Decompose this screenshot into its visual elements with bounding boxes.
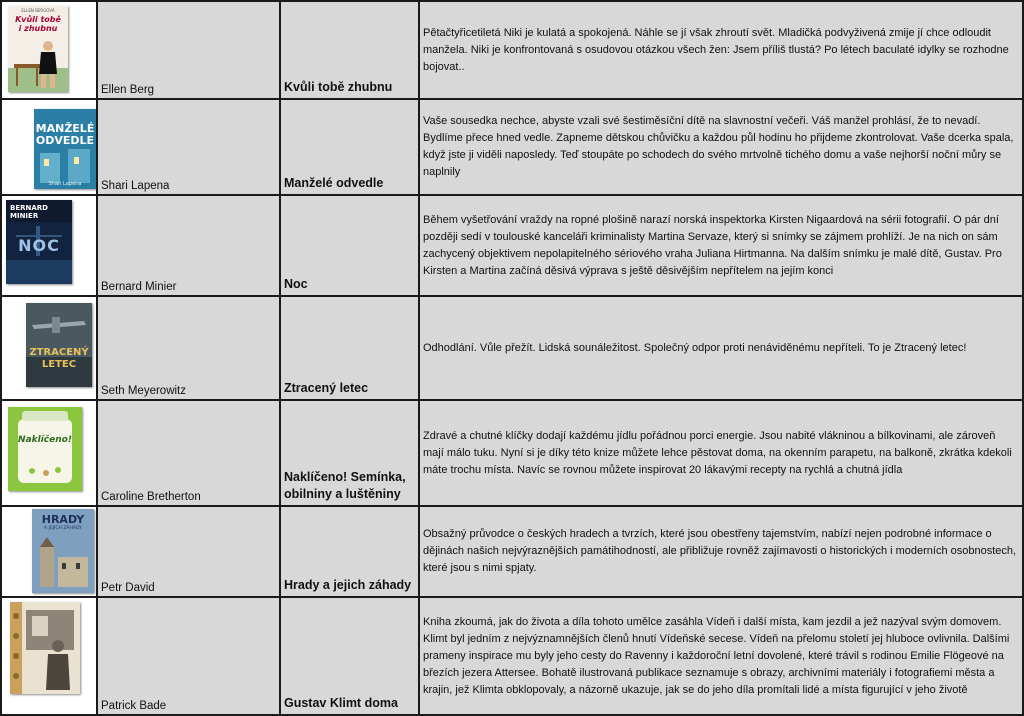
- book-title: Ztracený letec: [280, 296, 419, 400]
- book-description: Během vyšetřování vraždy na ropné plošině narazí norská inspektorka Kirsten Nigaardová na sérii fotografií. O pár dní později sedí v toulouské kanceláři kriminalisty Martina Servaze, který si snímky se zájmem prohlíží. Je na nich on sám zachycený objektivem nepolapitelného sériového vraha Juliana Hirtmanna. Na dalším snímku je malé dítě, Gustav. Pro Kirsten a Martina začíná děsivá výprava s ještě děsivějším nepřítelem na jejím konci: [419, 195, 1023, 296]
- book-title: Hrady a jejich záhady: [280, 506, 419, 597]
- table-row: [1, 506, 1023, 597]
- book-cover-cell: [1, 400, 97, 506]
- book-cover-cell: [1, 1, 97, 99]
- book-cover-image: [34, 109, 96, 189]
- book-description: Vaše sousedka nechce, abyste vzali své šestiměsíční dítě na slavnostní večeři. Váš manžel prohlásí, že to nevadí. Bydlíme přece hned vedle. Zapneme dětskou chůvičku a každou půl hodinu ho přijdeme zkontrolovat. Vaše dcerka spala, když jste ji viděli naposledy. Teď stoupáte po schodech do svého mrtvolně tichého domu a vaše nejhorší noční můry se naplnily: [419, 99, 1023, 195]
- cover-title-text: Naklíčeno!: [18, 435, 72, 445]
- book-author: Seth Meyerowitz: [97, 296, 280, 400]
- cover-title-text: Kvůli tobě i zhubnu: [15, 15, 61, 33]
- book-author: Bernard Minier: [97, 195, 280, 296]
- book-author: Petr David: [97, 506, 280, 597]
- cover-illustration: [10, 602, 80, 694]
- cover-illustration: [8, 34, 68, 92]
- book-description: Obsažný průvodce o českých hradech a tvrzích, které jsou obestřeny tajemstvím, nabízí nejen podrobné informace o dějinách našich nejvýraznějších památihodností, ale přibližuje rovněž zajímavosti o historických i moderních osobnostech, které jsou s nimi spjaty.: [419, 506, 1023, 597]
- cover-illustration: [26, 303, 92, 387]
- cover-title-text: HRADY: [41, 513, 85, 526]
- cover-illustration: [34, 109, 96, 189]
- table-row: [1, 1, 1023, 99]
- book-cover-image: [8, 407, 82, 491]
- book-description: Kniha zkoumá, jak do života a díla tohoto umělce zasáhla Vídeň i další místa, kam jezdil a jež nazýval svým domovem. Klimt byl jedním z nejvýznamnějších členů hnutí Vídeňské secese. Vídeň na přelomu století jej hluboce ovlivnila. Dalšími prameny inspirace mu byly jeho cesty do Ravenny i každoroční letní dovolené, které trávil s rodinou Emilie Flögeové na březích jezera Attersee. Bohatě ilustrovaná publikace seznamuje s obrazy, archivními materiály i fotografiemi města a krajin, jež Klimta obklopovaly, a názorně ukazuje, jak se do jeho díla promítali lidé a místa figurující v jeho životě: [419, 597, 1023, 715]
- book-description: Odhodlání. Vůle přežít. Lidská sounáležitost. Společný odpor proti nenáviděnému nepříteli. To je Ztracený letec!: [419, 296, 1023, 400]
- cover-subtitle-text: A JEJICH ZÁHADY: [44, 526, 82, 531]
- book-title: Kvůli tobě zhubnu: [280, 1, 419, 99]
- book-description: Pětačtyřicetiletá Niki je kulatá a spokojená. Náhle se jí však zhroutí svět. Mladičká podvyživená zmije jí chce odloudit manžela. Niki je konfrontovaná s osudovou otázkou všech žen: Jsem příliš tlustá? Po létech baculaté idylky se rozhodne bojovat..: [419, 1, 1023, 99]
- book-description: Zdravé a chutné klíčky dodají každému jídlu pořádnou porci energie. Jsou nabité vlákninou a bílkovinami, ale zároveň mají málo tuku. Nyní si je díky této knize můžete lehce pěstovat doma, na okenním parapetu, na balkoně, zkrátka kdekoli máte trochu místa. Navíc se rovnou můžete inspirovat 20 lákavými recepty na rychlá a chutná jídla: [419, 400, 1023, 506]
- book-title: Gustav Klimt doma: [280, 597, 419, 715]
- book-cover-image: [8, 6, 68, 92]
- book-cover-cell: [1, 296, 97, 400]
- cover-title-text: ZTRACENÝ LETEC: [29, 347, 89, 370]
- table-row: [1, 597, 1023, 715]
- cover-title-text: NOC: [18, 236, 60, 255]
- table-row: [1, 400, 1023, 506]
- book-cover-cell: [1, 99, 97, 195]
- cover-title-text: MANŽELÉ ODVEDLE: [35, 122, 95, 147]
- book-title: Manželé odvedle: [280, 99, 419, 195]
- cover-illustration: [8, 407, 82, 491]
- cover-author-text: ELLEN BERGOVÁ: [21, 8, 55, 13]
- book-cover-image: [26, 303, 92, 387]
- book-cover-image: [32, 509, 94, 593]
- cover-author-text: Shari Lapena: [48, 181, 82, 187]
- book-cover-image: [6, 200, 72, 284]
- book-author: Ellen Berg: [97, 1, 280, 99]
- book-cover-cell: [1, 597, 97, 715]
- book-cover-image: [10, 602, 80, 694]
- book-cover-cell: [1, 506, 97, 597]
- book-author: Patrick Bade: [97, 597, 280, 715]
- book-author: Caroline Bretherton: [97, 400, 280, 506]
- book-title: Naklíčeno! Semínka, obilniny a luštěniny: [280, 400, 419, 506]
- book-author: Shari Lapena: [97, 99, 280, 195]
- book-cover-cell: [1, 195, 97, 296]
- cover-author-text: BERNARD MINIER: [10, 204, 48, 220]
- table-row: [1, 195, 1023, 296]
- book-title: Noc: [280, 195, 419, 296]
- table-row: [1, 99, 1023, 195]
- table-row: [1, 296, 1023, 400]
